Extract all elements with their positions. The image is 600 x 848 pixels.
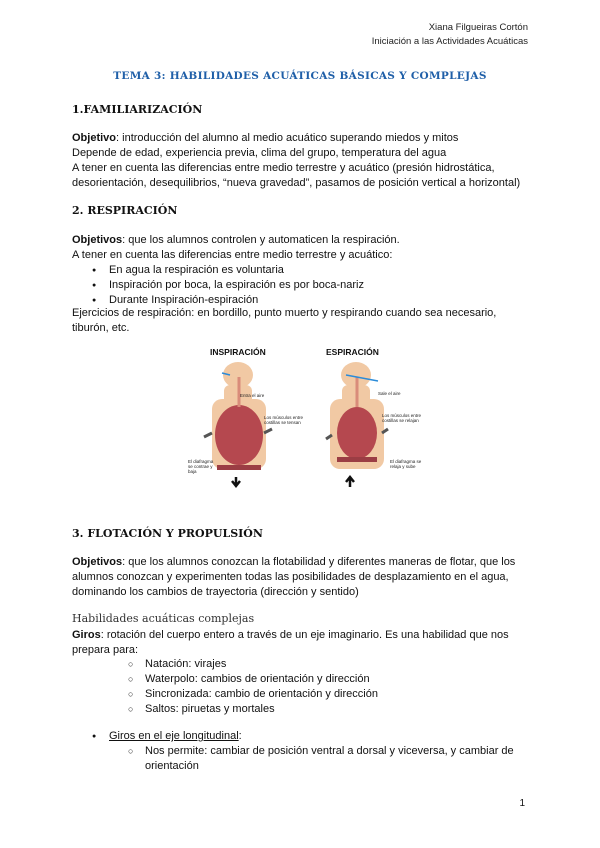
- note-espiracion-aire: Sale el aire: [378, 391, 401, 396]
- subheading-habilidades-complejas: Habilidades acuáticas complejas: [72, 612, 255, 625]
- note-inspiracion-diafragma: El diafragma se contrae y baja: [188, 459, 214, 474]
- section-heading-familiarizacion: 1.FAMILIARIZACIÓN: [72, 103, 203, 116]
- giros-text: : rotación del cuerpo entero a través de un eje imaginario. Es una habilidad que nos prepara para:: [72, 629, 509, 656]
- page-header: [372, 21, 528, 49]
- objetivo-label: Objetivo: [72, 132, 117, 144]
- giros-list: [128, 657, 378, 717]
- objetivos-text: : que los alumnos conozcan la flotabilidad y diferentes maneras de flotar, que los alumnos conozcan y experimenten todas las posibilidades de desplazamiento en el agua, dominando los cambios de trayectoria (dirección y sentido): [72, 556, 516, 598]
- figure-title-inspiracion: INSPIRACIÓN: [210, 347, 266, 357]
- section1-line3: A tener en cuenta las diferencias entre medio terrestre y acuático (presión hidrostática, desorientación, desequilibrios, “nueva gravedad”, pasamos de posición vertical a horizontal): [72, 162, 521, 189]
- note-inspiracion-aire: Entra el aire: [240, 393, 265, 398]
- header-course: Iniciación a las Actividades Acuáticas: [371, 36, 528, 47]
- note-espiracion-diafragma: El diafragma se relaja y sube: [390, 459, 422, 469]
- note-espiracion-musculos: Los músculos entre costillas se relajan: [382, 413, 422, 423]
- section-heading-flotacion: 3. FLOTACIÓN Y PROPULSIÓN: [72, 527, 263, 540]
- list-item: ○ Saltos: piruetas y mortales: [128, 702, 378, 717]
- objetivo-text: : introducción del alumno al medio acuático superando miedos y mitos: [116, 132, 459, 144]
- objetivos-label: Objetivos: [72, 556, 123, 568]
- list-item: ● Giros en el eje longitudinal:: [92, 729, 532, 744]
- giros-definition: [72, 628, 532, 658]
- section-heading-respiracion: 2. RESPIRACIÓN: [72, 204, 178, 217]
- page-number: 1: [519, 798, 525, 809]
- header-author: Xiana Filgueiras Cortón: [428, 22, 528, 33]
- giros-label: Giros: [72, 629, 101, 641]
- list-item: ● Inspiración por boca, la espiración es por boca-nariz: [92, 278, 364, 293]
- objetivo-line: [72, 131, 532, 146]
- note-inspiracion-musculos: Los músculos entre costillas se tensan: [264, 415, 304, 425]
- list-item: ○ Natación: virajes: [128, 657, 378, 672]
- ejercicios-text: Ejercicios de respiración: en bordillo, punto muerto y respirando cuando sea necesario, tiburón, etc.: [72, 307, 497, 334]
- eje-longitudinal-list: [92, 729, 532, 744]
- document-title: TEMA 3: HABILIDADES ACUÁTICAS BÁSICAS Y COMPLEJAS: [113, 70, 487, 82]
- figure-title-espiracion: ESPIRACIÓN: [326, 347, 379, 357]
- objetivos-text: : que los alumnos controlen y automaticen la respiración.: [122, 234, 400, 246]
- section2-line2: A tener en cuenta las diferencias entre medio terrestre y acuático:: [72, 249, 393, 261]
- eje-longitudinal-label: Giros en el eje longitudinal: [109, 730, 239, 742]
- list-item: ○ Sincronizada: cambio de orientación y dirección: [128, 687, 378, 702]
- eje-longitudinal-sublist: [128, 744, 528, 774]
- list-item: ● En agua la respiración es voluntaria: [92, 263, 364, 278]
- list-item: ○ Waterpolo: cambios de orientación y dirección: [128, 672, 378, 687]
- list-item: ● Durante Inspiración-espiración: [92, 293, 364, 308]
- expiration-body-figure: [326, 362, 388, 487]
- section1-body: [72, 131, 532, 191]
- breathing-illustration: [188, 347, 430, 489]
- objetivos-line: [72, 233, 532, 248]
- respiracion-bullet-list: [92, 263, 364, 308]
- section3-objetivos: [72, 555, 532, 600]
- section1-line2: Depende de edad, experiencia previa, clima del grupo, temperatura del agua: [72, 147, 447, 159]
- list-item: ○ Nos permite: cambiar de posición ventral a dorsal y viceversa, y cambiar de orientación: [128, 744, 528, 774]
- section2-intro: [72, 233, 532, 263]
- objetivos-label: Objetivos: [72, 234, 123, 246]
